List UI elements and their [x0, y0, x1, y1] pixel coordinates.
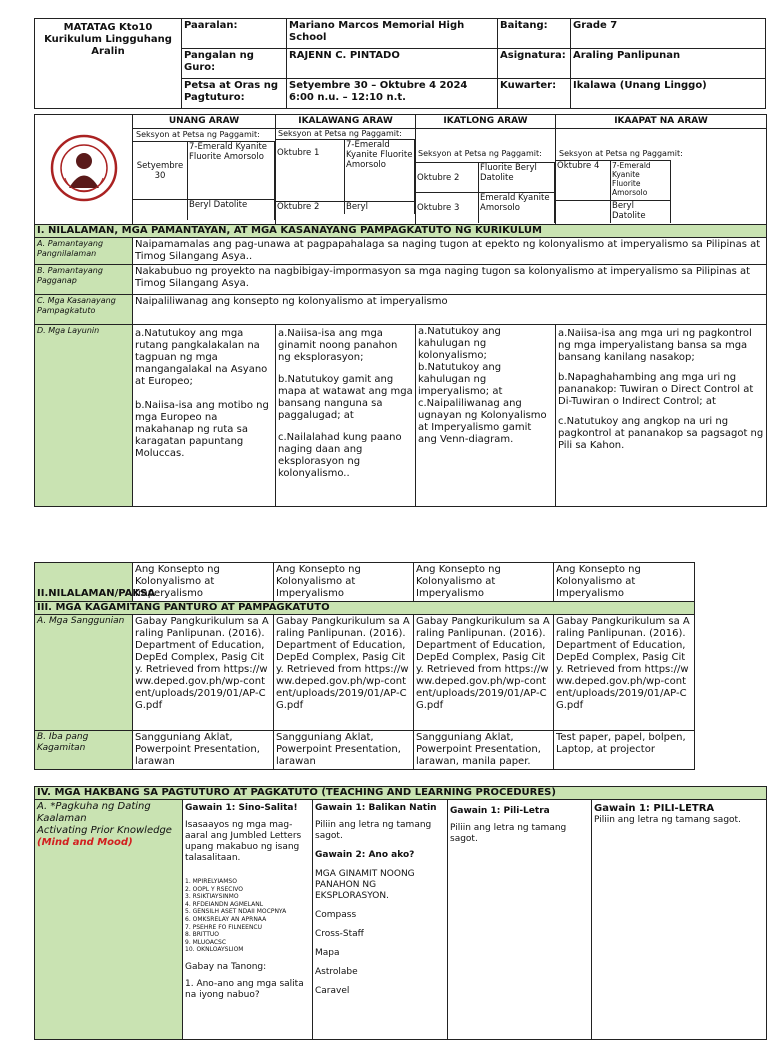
eksplorasyon-item: Mapa: [315, 948, 340, 958]
eksplorasyon-heading: MGA GINAMIT NOONG PANAHON NG EKSPLORASYON.: [315, 869, 415, 901]
eksplorasyon-item: Astrolabe: [315, 967, 358, 977]
layunin-day3: [416, 325, 556, 507]
layunin-day4-c: c.Natutukoy ang angkop na uri ng pagkontrol at pananakop sa pagsagot ng Pili sa Kahon.: [558, 416, 764, 451]
prior-knowledge-label-2: Activating Prior Knowledge: [37, 825, 172, 836]
day2-schedule: [276, 129, 416, 225]
jumbled-words-list: [185, 878, 310, 954]
sanggunian-day3: Gabay Pangkurikulum sa Araling Panlipunan. (2016). Department of Education, DepEd Complex, Pasig City. Retrieved from https://www.deped.gov.ph/wp-content/uploads/2019/01/AP-CG.pdf: [414, 615, 554, 731]
procedures-table: [34, 786, 767, 1040]
day3-date: Oktubre 2: [416, 163, 479, 193]
day1-schedule: [133, 129, 276, 225]
layunin-day4: [556, 325, 767, 507]
materials-table: [34, 562, 695, 770]
day4-sections2: Beryl Datolite: [611, 201, 671, 223]
day2-date2: Oktubre 2: [276, 202, 345, 214]
day2-date: Oktubre 1: [276, 140, 345, 202]
gawain-day3-text: Piliin ang letra ng tamang sagot.: [450, 823, 567, 844]
main-table: [34, 114, 767, 507]
day1-sections: 7-Emerald Kyanite Fluorite Amorsolo: [188, 142, 275, 200]
layunin-day1-a: a.Natutukoy ang mga rutang pangkalakalan na tagpuan ng mga mangangalakal na Asyano at Europeo;: [135, 328, 268, 387]
asignatura-label: Asignatura:: [498, 49, 571, 79]
pamantayang-pangnilalaman-text: Naipamamalas ang pag-unawa at pagpapahalaga sa naging tugon at epekto ng kolonyalismo at imperyalismo sa Pilipinas at Timog Silangang Asya..: [133, 238, 767, 265]
day2-header: IKALAWANG ARAW: [276, 115, 416, 129]
layunin-day3-a: a.Natutukoy ang kahulugan ng kolonyalismo;: [418, 326, 501, 361]
jumbled-word: 3. RSIKTIAYSINMO: [185, 893, 239, 901]
kasanayang-pampagkatuto-label: C. Mga Kasanayang Pampagkatuto: [35, 295, 133, 325]
gawain-day2-text: Piliin ang letra ng tamang sagot.: [315, 820, 432, 841]
jumbled-word: 1. MPIRELYIAMSO: [185, 878, 237, 885]
jumbled-word: 10. OKNLOAYSLIOM: [185, 946, 244, 954]
gawain-day2: [313, 800, 448, 1040]
day1-header: UNANG ARAW: [133, 115, 276, 129]
day3-header: IKATLONG ARAW: [416, 115, 556, 129]
kasanayang-pampagkatuto-text: Naipaliliwanag ang konsepto ng kolonyalismo at imperyalismo: [133, 295, 767, 325]
curriculum-title: MATATAG Kto10 Kurikulum Lingguhang Aralin: [35, 19, 182, 109]
kagamitan-day1: Sangguniang Aklat, Powerpoint Presentation, larawan: [133, 731, 274, 770]
gawain-day3-title: Gawain 1: Pili-Letra: [450, 806, 550, 816]
day1-sections2: Beryl Datolite: [188, 200, 275, 220]
day4-header: IKAAPAT NA ARAW: [556, 115, 767, 129]
layunin-day4-b: b.Napaghahambing ang mga uri ng pananakop: Tuwiran o Direct Control at Di-Tuwiran o Indirect Control; at: [558, 372, 754, 407]
school-seal-icon: [49, 133, 119, 203]
petsa-value: Setyembre 30 – Oktubre 4 2024 6:00 n.u. – 12:10 n.t.: [287, 79, 498, 109]
paksa-day4: Ang Konsepto ng Kolonyalismo at Imperyalismo: [554, 563, 695, 602]
sanggunian-label: A. Mga Sanggunian: [35, 615, 133, 731]
baitang-label: Baitang:: [498, 19, 571, 49]
seksyon-label: Seksyon at Petsa ng Paggamit:: [418, 149, 542, 158]
jumbled-word: 9. MLUOACSC: [185, 938, 227, 946]
mind-and-mood-label: (Mind and Mood): [37, 837, 133, 848]
seksyon-label: Seksyon at Petsa ng Paggamit:: [278, 129, 402, 138]
jumbled-word: 5. GENSILH ASET NDAII MOCPNYA: [185, 908, 287, 916]
gawain-day2-title: Gawain 1: Balikan Natin: [315, 803, 437, 813]
layunin-day4-a: a.Naiisa-isa ang mga uri ng pagkontrol ng mga imperyalistang bansa sa mga bansang kanilang nasakop;: [558, 328, 752, 363]
gawain-day1: [183, 800, 313, 1040]
day3-date2: Oktubre 3: [416, 193, 479, 223]
jumbled-word: 6. OMKSRELAY AN APRNAA: [185, 915, 267, 923]
day1-date: Setyembre 30: [133, 142, 188, 200]
header-table: [34, 18, 766, 109]
sanggunian-day2: Gabay Pangkurikulum sa Araling Panlipunan. (2016). Department of Education, DepEd Complex, Pasig City. Retrieved from https://www.deped.gov.ph/wp-content/uploads/2019/01/AP-CG.pdf: [274, 615, 414, 731]
paksa-day3: Ang Konsepto ng Kolonyalismo at Imperyalismo: [414, 563, 554, 602]
gabay-na-tanong: Gabay na Tanong:: [185, 961, 267, 972]
pamantayang-pangnilalaman-label: A. Pamantayang Pangnilalaman: [35, 238, 133, 265]
layunin-day2-b: b.Natutukoy gamit ang mapa at watawat ang mga bansang nanguna sa paggalugad; at: [278, 374, 413, 421]
iba-pang-kagamitan-label: B. Iba pang Kagamitan: [35, 731, 133, 770]
gabay-question-1: 1. Ano-ano ang mga salita na iyong nabuo?: [185, 978, 304, 1000]
day2-sections: 7-Emerald Kyanite Fluorite Amorsolo: [345, 140, 415, 202]
layunin-day1-b: b.Naiisa-isa ang motibo ng mga Europeo na makahanap ng ruta sa karagatan papuntang Moluccas.: [135, 400, 269, 459]
gawain-day4-title: Gawain 1: PILI-LETRA: [594, 803, 715, 814]
prior-knowledge-label-1: A. *Pagkuha ng Dating Kaalaman: [37, 801, 151, 824]
layunin-day3-b: b.Natutukoy ang kahulugan ng imperyalismo; at: [418, 362, 503, 397]
eksplorasyon-item: Compass: [315, 910, 357, 920]
nilalaman-paksa-label: II.NILALAMAN/PAKSA: [35, 563, 133, 602]
layunin-day1: [133, 325, 276, 507]
gawain-day1-title: Gawain 1: Sino-Salita!: [185, 803, 298, 813]
section1-title: I. NILALAMAN, MGA PAMANTAYAN, AT MGA KASANAYANG PAMPAGKATUTO NG KURIKULUM: [35, 225, 767, 238]
petsa-label: Petsa at Oras ng Pagtuturo:: [182, 79, 287, 109]
section3-title: III. MGA KAGAMITANG PANTURO AT PAMPAGKATUTO: [35, 602, 695, 615]
kagamitan-day4: Test paper, papel, bolpen, Laptop, at projector: [554, 731, 695, 770]
section4-title: IV. MGA HAKBANG SA PAGTUTURO AT PAGKATUTO (TEACHING AND LEARNING PROCEDURES): [35, 787, 767, 800]
jumbled-word: 7. PSEHRE FO FILNEENCU: [185, 923, 263, 931]
layunin-day2-c: c.Nailalahad kung paano naging daan ang eksplorasyon ng kolonyalismo..: [278, 432, 402, 479]
gawain-day1-text: Isasaayos ng mga mag-aaral ang Jumbled Letters upang makabuo ng isang talasalitaan.: [185, 820, 302, 863]
eksplorasyon-item: Cross-Staff: [315, 929, 364, 939]
eksplorasyon-item: Caravel: [315, 986, 350, 996]
layunin-day2-a: a.Naiisa-isa ang mga ginamit noong panahon ng eksplorasyon;: [278, 328, 398, 363]
baitang-value: Grade 7: [571, 19, 766, 49]
kagamitan-day3: Sangguniang Aklat, Powerpoint Presentation, larawan, manila paper.: [414, 731, 554, 770]
school-logo-cell: [35, 115, 133, 225]
day2-sections2: Beryl: [345, 202, 415, 214]
jumbled-word: 4. RFDEIANDN AGMELANL: [185, 900, 264, 908]
jumbled-word: 2. OOPL Y RSECIVO: [185, 885, 243, 893]
sanggunian-day1: Gabay Pangkurikulum sa Araling Panlipunan. (2016). Department of Education, DepEd Complex, Pasig City. Retrieved from https://www.deped.gov.ph/wp-content/uploads/2019/01/AP-CG.pdf: [133, 615, 274, 731]
gawain-day3: [448, 800, 592, 1040]
day4-date: Oktubre 4: [556, 161, 611, 201]
kuwarter-value: Ikalawa (Unang Linggo): [571, 79, 766, 109]
pamantayang-pagganap-text: Nakabubuo ng proyekto na nagbibigay-impormasyon sa mga naging tugon sa kolonyalismo at imperyalismo sa Pilipinas at Timog Silangang Asya.: [133, 265, 767, 295]
paksa-day1: Ang Konsepto ng Kolonyalismo at Imperyalismo: [133, 563, 274, 602]
day4-schedule: [556, 129, 767, 225]
mga-layunin-label: D. Mga Layunin: [35, 325, 133, 507]
kuwarter-label: Kuwarter:: [498, 79, 571, 109]
paaralan-value: Mariano Marcos Memorial High School: [287, 19, 498, 49]
layunin-day3-c: c.Naipaliliwanag ang ugnayan ng Kolonyalismo at Imperyalismo gamit ang Venn-diagram.: [418, 398, 547, 445]
seksyon-label: Seksyon at Petsa ng Paggamit:: [559, 149, 683, 158]
paaralan-label: Paaralan:: [182, 19, 287, 49]
jumbled-word: 8. BRITTUO: [185, 931, 220, 939]
gawain-day2-title2: Gawain 2: Ano ako?: [315, 850, 415, 860]
seksyon-label: Seksyon at Petsa ng Paggamit:: [136, 130, 260, 139]
day3-sections2: Emerald Kyanite Amorsolo: [479, 193, 555, 223]
layunin-day2: [276, 325, 416, 507]
pamantayang-pagganap-label: B. Pamantayang Pagganap: [35, 265, 133, 295]
day3-schedule: [416, 129, 556, 225]
paksa-day2: Ang Konsepto ng Kolonyalismo at Imperyalismo: [274, 563, 414, 602]
kagamitan-day2: Sangguniang Aklat, Powerpoint Presentation, larawan: [274, 731, 414, 770]
day3-sections: Fluorite Beryl Datolite: [479, 163, 555, 193]
guro-label: Pangalan ng Guro:: [182, 49, 287, 79]
day4-sections: 7-Emerald Kyanite Fluorite Amorsolo: [611, 161, 671, 201]
prior-knowledge-label: [35, 800, 183, 1040]
sanggunian-day4: Gabay Pangkurikulum sa Araling Panlipunan. (2016). Department of Education, DepEd Complex, Pasig City. Retrieved from https://www.deped.gov.ph/wp-content/uploads/2019/01/AP-CG.pdf: [554, 615, 695, 731]
gawain-day4-text: Piliin ang letra ng tamang sagot.: [594, 815, 741, 825]
gawain-day4: [592, 800, 767, 1040]
asignatura-value: Araling Panlipunan: [571, 49, 766, 79]
guro-value: RAJENN C. PINTADO: [287, 49, 498, 79]
